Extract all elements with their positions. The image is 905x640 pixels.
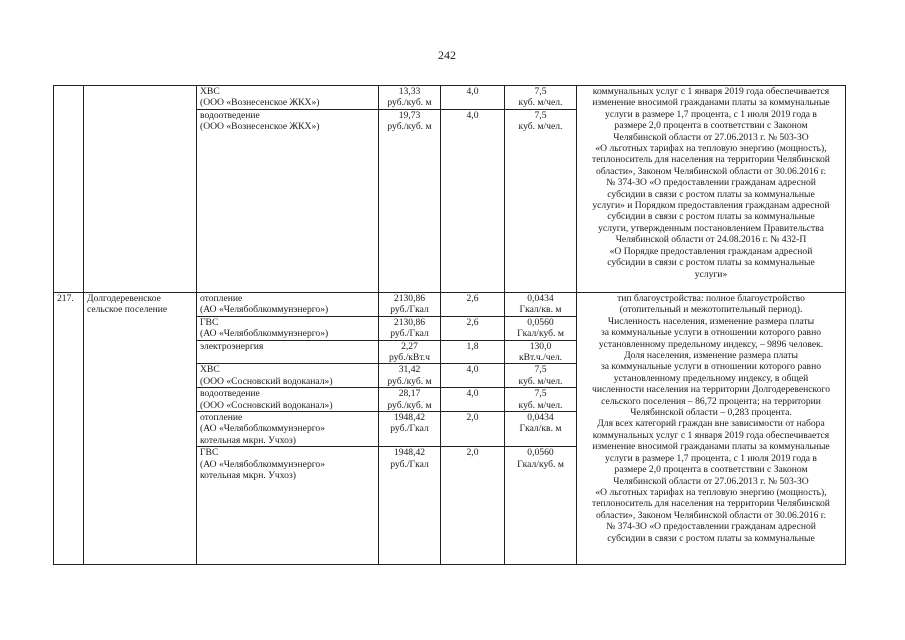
text-line: установленному предельному индексу, – 9896 человек. — [598, 338, 824, 350]
text-line: ХВС — [200, 364, 220, 376]
entry-number: 217. — [57, 293, 74, 304]
tariff-cell — [379, 412, 441, 447]
text-line: услуги в размере 1,7 процента, с 1 июля 2019 года в — [605, 452, 817, 464]
index-percent: 2,0 — [466, 447, 479, 459]
text-line: коммунальных услуг с 1 января 2019 года обеспечивается — [592, 429, 830, 441]
text-line: ГВС — [200, 447, 219, 459]
text-line: «О льготных тарифах на тепловую энергию (мощность), — [595, 486, 827, 498]
norm-cell — [505, 364, 577, 388]
municipality-cell — [84, 293, 197, 565]
text-line: Гкал/кв. м — [519, 423, 562, 435]
text-line: области», Законом Челябинской области от 30.06.2016 г. — [595, 509, 827, 521]
text-line: численности населения на территории Долгодеревенского — [592, 384, 830, 396]
index-percent: 2,0 — [466, 412, 479, 424]
text-line: «О льготных тарифах на тепловую энергию (мощность), — [595, 143, 827, 155]
text-line: 0,0434 — [527, 412, 554, 424]
text-line: руб./Гкал — [390, 304, 429, 316]
index-percent-cell — [441, 388, 505, 412]
text-line: куб. м/чел. — [518, 121, 563, 133]
text-line: электроэнергия — [200, 340, 264, 352]
text-line: отопление — [200, 412, 243, 424]
text-line: (АО «Челябоблкоммунэнерго» — [200, 458, 326, 470]
text-line: отопление — [200, 293, 243, 304]
text-line: водоотведение — [200, 388, 260, 400]
text-line: 7,5 — [534, 86, 547, 97]
tariff-cell — [379, 293, 441, 317]
text-line: за коммунальные услуги в отношении которого равно — [600, 327, 822, 339]
tariff-cell — [379, 86, 441, 110]
text-line: 0,0560 — [527, 316, 554, 328]
index-percent-cell — [441, 364, 505, 388]
text-line: (АО «Челябоблкоммунэнерго») — [200, 304, 329, 316]
text-line: услуги в размере 1,7 процента, с 1 июля 2019 года в — [605, 108, 817, 120]
tariff-table — [53, 85, 846, 565]
note-cell — [577, 86, 846, 293]
text-line: услуги» и Порядком предоставления гражданам адресной — [592, 200, 830, 212]
text-line: (АО «Челябоблкоммунэнерго» — [200, 423, 326, 435]
text-line: котельная мкрн. Учхоз) — [200, 434, 296, 446]
text-line: руб./куб. м — [387, 97, 432, 109]
text-line: 19,73 — [398, 110, 421, 121]
text-line: Челябинской области от 27.06.2013 г. № 503-ЗО — [613, 475, 809, 487]
entry-number-cell — [54, 293, 84, 565]
index-percent-cell — [441, 340, 505, 364]
text-line: Долгодеревенское — [87, 293, 161, 304]
text-line: руб./Гкал — [390, 423, 429, 435]
index-percent-cell — [441, 447, 505, 565]
text-line: Челябинской области от 27.06.2013 г. № 503-ЗО — [613, 131, 809, 143]
page-number: 242 — [438, 48, 456, 62]
text-line: изменение вносимой гражданами платы за коммунальные — [592, 97, 830, 109]
text-line: теплоноситель для населения на территории Челябинской — [592, 498, 830, 510]
text-line: № 374-ЗО «О предоставлении гражданам адресной — [606, 521, 816, 533]
text-line: ХВС — [200, 86, 220, 97]
text-line: 1948,42 — [393, 412, 426, 424]
index-percent: 2,6 — [466, 316, 479, 328]
text-line: котельная мкрн. Учхоз) — [200, 470, 296, 482]
service-cell — [197, 447, 379, 565]
text-line: 0,0560 — [527, 447, 554, 459]
text-line: 130,0 — [529, 340, 552, 352]
service-cell — [197, 293, 379, 317]
text-line: размере 2,0 процента в соответствии с Законом — [614, 120, 808, 132]
service-cell — [197, 316, 379, 340]
service-cell — [197, 388, 379, 412]
index-percent-cell — [441, 316, 505, 340]
text-line: Гкал/куб. м — [517, 328, 564, 340]
norm-cell — [505, 86, 577, 110]
text-line: (ООО «Вознесенское ЖКХ») — [200, 121, 320, 133]
service-cell — [197, 364, 379, 388]
text-line: 2130,86 — [393, 316, 426, 328]
text-line: изменение вносимой гражданами платы за коммунальные — [592, 441, 830, 453]
text-line: 1948,42 — [393, 447, 426, 459]
text-line: (ООО «Сосновский водоканал») — [200, 375, 333, 387]
tariff-cell — [379, 110, 441, 293]
text-line: 13,33 — [398, 86, 421, 97]
text-line: коммунальных услуг с 1 января 2019 года обеспечивается — [592, 86, 830, 97]
tariff-cell — [379, 388, 441, 412]
text-line: тип благоустройства: полное благоустройство — [617, 293, 805, 304]
text-line: за коммунальные услуги в отношении которого равно — [600, 361, 822, 373]
text-line: (отопительный и межотопительный период). — [619, 304, 803, 316]
text-line: 7,5 — [534, 388, 547, 400]
index-percent: 4,0 — [466, 364, 479, 376]
text-line: 7,5 — [534, 364, 547, 376]
municipality-cell — [84, 86, 197, 293]
text-line: услуги, утвержденным постановлением Правительства — [598, 222, 824, 234]
index-percent-cell — [441, 293, 505, 317]
index-percent: 4,0 — [466, 388, 479, 400]
norm-cell — [505, 110, 577, 293]
tariff-cell — [379, 364, 441, 388]
text-line: руб./куб. м — [387, 399, 432, 411]
service-cell — [197, 412, 379, 447]
index-percent-cell — [441, 110, 505, 293]
text-line: Доля населения, изменение размера платы — [624, 350, 798, 362]
service-cell — [197, 110, 379, 293]
text-line: Численность населения, изменение размера платы — [607, 315, 815, 327]
text-line: субсидии в связи с ростом платы за коммунальные — [607, 532, 815, 544]
text-line: 0,0434 — [527, 293, 554, 304]
text-line: Гкал/кв. м — [519, 304, 562, 316]
service-cell — [197, 340, 379, 364]
text-line: № 374-ЗО «О предоставлении гражданам адресной — [606, 177, 816, 189]
text-line: ГВС — [200, 316, 219, 328]
text-line: (ООО «Сосновский водоканал») — [200, 399, 333, 411]
text-line: куб. м/чел. — [518, 399, 563, 411]
text-line: куб. м/чел. — [518, 97, 563, 109]
norm-cell — [505, 447, 577, 565]
index-percent-cell — [441, 86, 505, 110]
norm-cell — [505, 412, 577, 447]
text-line: сельское поселение — [87, 304, 168, 316]
norm-cell — [505, 316, 577, 340]
table-row — [54, 86, 846, 110]
text-line: (АО «Челябоблкоммунэнерго») — [200, 328, 329, 340]
text-line: области», Законом Челябинской области от 30.06.2016 г. — [595, 165, 827, 177]
text-line: услуги» — [694, 268, 728, 280]
text-line: 28,17 — [398, 388, 421, 400]
text-line: руб./Гкал — [390, 328, 429, 340]
text-line: теплоноситель для населения на территории Челябинской — [592, 154, 830, 166]
service-cell — [197, 86, 379, 110]
tariff-cell — [379, 340, 441, 364]
text-line: субсидии в связи с ростом платы за коммунальные — [607, 257, 815, 269]
text-line: руб./куб. м — [387, 375, 432, 387]
index-percent: 2,6 — [466, 293, 479, 304]
text-line: «О Порядке предоставления гражданам адресной — [609, 245, 813, 257]
text-line: сельского поселения – 86,72 процента; на территории — [601, 395, 821, 407]
entry-number-cell — [54, 86, 84, 293]
text-line: Для всех категорий граждан вне зависимости от набора — [597, 418, 825, 430]
text-line: (ООО «Вознесенское ЖКХ») — [200, 97, 320, 109]
text-line: руб./кВт.ч — [388, 352, 431, 364]
text-line: субсидии в связи с ростом платы за коммунальные — [607, 211, 815, 223]
text-line: Челябинской области – 0,283 процента. — [630, 407, 792, 419]
text-line: 31,42 — [398, 364, 421, 376]
text-line: 7,5 — [534, 110, 547, 121]
table-section-top — [54, 86, 846, 293]
tariff-cell — [379, 447, 441, 565]
text-line: размере 2,0 процента в соответствии с Законом — [614, 464, 808, 476]
norm-cell — [505, 293, 577, 317]
norm-cell — [505, 388, 577, 412]
note-cell — [577, 293, 846, 565]
text-line: водоотведение — [200, 110, 260, 121]
tariff-cell — [379, 316, 441, 340]
table-section-217 — [54, 293, 846, 565]
text-line: куб. м/чел. — [518, 375, 563, 387]
index-percent: 1,8 — [466, 340, 479, 352]
text-line: Гкал/куб. м — [517, 458, 564, 470]
table-row — [54, 293, 846, 317]
text-line: 2130,86 — [393, 293, 426, 304]
text-line: Челябинской области от 24.08.2016 г. № 432-П — [615, 234, 807, 246]
norm-cell — [505, 340, 577, 364]
text-line: 2,27 — [401, 340, 418, 352]
index-percent: 4,0 — [466, 86, 479, 97]
index-percent: 4,0 — [466, 110, 479, 121]
text-line: кВт.ч./чел. — [518, 352, 563, 364]
text-line: руб./Гкал — [390, 458, 429, 470]
text-line: руб./куб. м — [387, 121, 432, 133]
text-line: субсидии в связи с ростом платы за коммунальные — [607, 188, 815, 200]
text-line: установленному предельному индексу, в общей — [613, 372, 809, 384]
index-percent-cell — [441, 412, 505, 447]
